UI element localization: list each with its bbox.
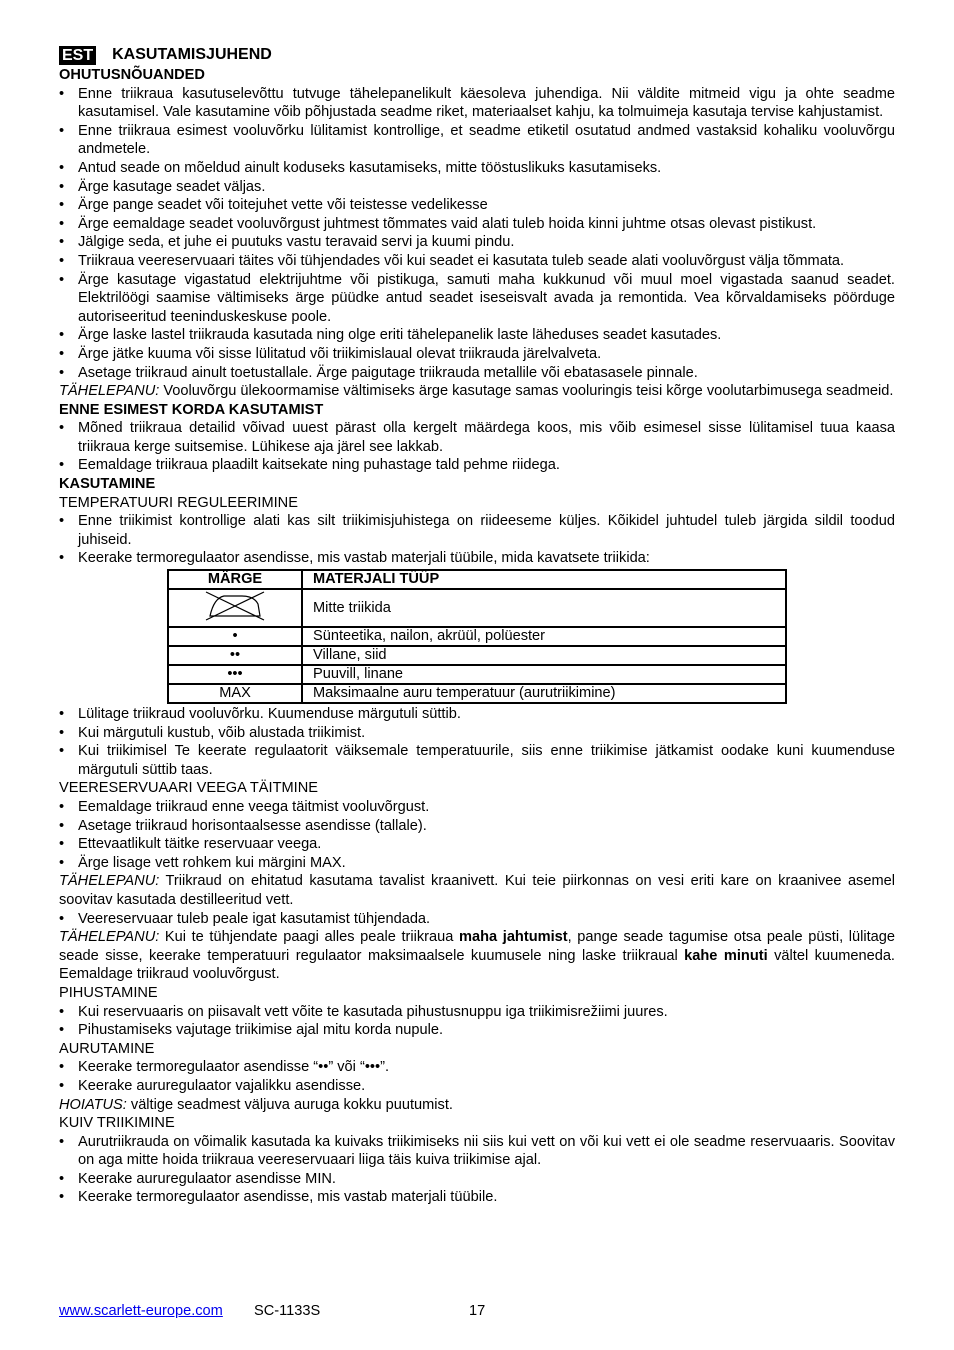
column-header-material: MATERJALI TÜÜP [302,570,786,589]
list-item: • Ärge kasutage seadet väljas. [59,178,895,197]
page-footer [59,1303,895,1319]
list-item: • Keerake termoregulaator asendisse “••” või “•••”. [59,1058,895,1077]
list-item: • Eemaldage triikraud enne veega täitmist vooluvõrgust. [59,798,895,817]
table-cell-material: Mitte triikida [302,589,786,627]
list-item: • Jälgige seda, et juhe ei puutuks vastu teravaid servi ja kuumi pindu. [59,233,895,252]
table-row [168,627,786,646]
table-row [168,665,786,684]
list-item: • Ärge lisage vett rohkem kui märgini MAX. [59,854,895,873]
spray-heading: PIHUSTAMINE [59,984,158,1001]
list-item: • Eemaldage triikraua plaadilt kaitsekate ning puhastage tald pehme riidega. [59,456,895,475]
note-label: TÄHELEPANU: [59,873,160,890]
list-item: • Aurutriikrauda on võimalik kasutada ka kuivaks triikimiseks nii siis kui vett on või kui vett ei ole seadme reservuaaris. Soovitav on aga mitte hoida triikraua veereservuaari liiga täis kuiva triikimise ajal. [59,1133,895,1170]
list-item: • Mõned triikraua detailid võivad uuest pärast olla kergelt määrdega koos, mis võib esimesel sisse lülitamisel tuua kaasa triikraua kerge suitsemise. Lühikese aja järel see lakkab. [59,419,895,456]
table-cell-material: Sünteetika, nailon, akrüül, polüester [302,627,786,646]
table-cell-mark: MAX [168,684,302,703]
list-item: • Asetage triikraud horisontaalsesse asendisse (tallale). [59,817,895,836]
table-row [168,589,786,627]
note-text: Triikraud on ehitatud kasutama tavalist kraanivett. Kui teie piirkonnas on vesi eriti kare on kraanivee asemel soovitav kasutada destilleeritud vett. [59,873,895,908]
table-row [168,684,786,703]
list-item: • Ärge pange seadet või toitejuhet vette või teistesse vedelikesse [59,196,895,215]
list-item: • Keerake aururegulaator asendisse MIN. [59,1170,895,1189]
do-not-iron-icon [204,590,266,621]
steam-warning [59,1096,895,1115]
table-cell-material: Villane, siid [302,646,786,665]
temperature-list [59,512,895,568]
fill-list-2 [59,910,895,929]
list-item: • Kui reservuaaris on piisavalt vett võite te kasutada pihustusnuppu iga triikimisrežiimi juures. [59,1003,895,1022]
note-text: Kui te tühjendate paagi alles peale triikraua [159,929,460,946]
note-emphasis: maha jahtumist [459,929,568,946]
warning-label: HOIATUS: [59,1096,127,1113]
first-use-heading: ENNE ESIMEST KORDA KASUTAMIST [59,401,324,418]
safety-list [59,85,895,383]
list-item: • Enne triikraua kasutuselevõttu tutvuge tähelepanelikult käesoleva juhendiga. Nii väldite mitmeid vigu ja ohte seadme kasutamisel. Vale kasutamine võib põhjustada seadme riket, materiaalset kahju, ka tolmuimeja kasutaja tervise kahjustamist. [59,85,895,122]
table-cell-mark: •• [168,646,302,665]
dry-list [59,1133,895,1207]
table-row [168,646,786,665]
note-emphasis: kahe minuti [684,947,768,964]
steam-list [59,1058,895,1095]
list-item: • Kui märgutuli kustub, võib alustada triikimist. [59,724,895,743]
note-label: TÄHELEPANU: [59,383,160,400]
safety-heading: OHUTUSNÕUANDED [59,67,205,83]
list-item: • Kui triikimisel Te keerate regulaatorit väiksemale temperatuurile, siis enne triikimise jätkamist oodake kuni kuumenduse märgutuli süttib taas. [59,742,895,779]
list-item: • Ärge jätke kuuma või sisse lülitatud või triikimislaual olevat triikrauda järelvalveta. [59,345,895,364]
fill-note-1 [59,872,895,909]
list-item: • Triikraua veereservuaari täites või tühjendades või kui seadet ei kasutata tuleb seade alati vooluvõrgust välja tõmmata. [59,252,895,271]
document-title: KASUTAMISJUHEND [112,45,272,63]
manual-page [59,45,895,1207]
language-badge: EST [59,46,96,65]
table-cell-mark [168,589,302,627]
list-item: • Keerake termoregulaator asendisse, mis vastab materjali tüübile. [59,1188,895,1207]
website-link[interactable]: www.scarlett-europe.com [59,1303,223,1319]
list-item: • Enne triikimist kontrollige alati kas silt triikimisjuhistega on riideeseme küljes. Kõikidel juhtudel tuleb järgida sildil toodud juhiseid. [59,512,895,549]
note-label: TÄHELEPANU: [59,929,160,946]
list-item: • Antud seade on mõeldud ainult koduseks kasutamiseks, mitte tööstuslikuks kasutamiseks. [59,159,895,178]
usage-heading: KASUTAMINE [59,476,156,493]
table-cell-mark: • [168,627,302,646]
spray-list [59,1003,895,1040]
list-item: • Ärge kasutage vigastatud elektrijuhtme või pistikuga, samuti maha kukkunud või muul moel vigastada saanud seadet. Elektrilöögi saamise vältimiseks ärge püüdke antud seadet iseseisvalt avada ja remontida. Vea kõrvaldamiseks pöörduge autoriseeritud teeninduskeskuse poole. [59,271,895,327]
fill-note-2 [59,928,895,984]
dry-heading: KUIV TRIIKIMINE [59,1115,175,1132]
note-text: Vooluvõrgu ülekoormamise vältimiseks ärge kasutage samas vooluringis teisi kõrge voolutarbimusega seadmeid. [159,383,894,400]
safety-note [59,382,895,401]
title-row [59,45,895,65]
table-cell-material: Maksimaalne auru temperatuur (aurutriikimine) [302,684,786,703]
table-header-row [168,570,786,589]
note-text: vältel kuumeneda. Eemaldage triikraud vooluvõrgust. [59,947,895,983]
page-number: 17 [469,1303,486,1319]
list-item: • Keerake termoregulaator asendisse, mis vastab materjali tüübile, mida kavatsete triikida: [59,549,895,568]
steam-heading: AURUTAMINE [59,1040,155,1057]
list-item: • Enne triikraua esimest vooluvõrku lülitamist kontrollige, et seadme etiketil osutatud andmed vastaksid kohaliku vooluvõrgu andmetele. [59,122,895,159]
list-item: • Ärge laske lastel triikrauda kasutada ning olge eriti tähelepanelik laste läheduses seadet kasutades. [59,326,895,345]
table-cell-material: Puuvill, linane [302,665,786,684]
list-item: • Ärge eemaldage seadet vooluvõrgust juhtmest tõmmates vaid alati tuleb hoida kinni juhtme otsas olevast pistikust. [59,215,895,234]
list-item: • Asetage triikraud ainult toetustallale. Ärge paigutage triikrauda metallile või ebatasasele pinnale. [59,364,895,383]
column-header-mark: MÄRGE [168,570,302,589]
first-use-list [59,419,895,475]
fill-list [59,798,895,872]
temperature-after-list [59,705,895,779]
materials-table [167,569,787,704]
list-item: • Keerake aururegulaator vajalikku asendisse. [59,1077,895,1096]
model-number: SC-1133S [254,1303,321,1319]
temperature-heading: TEMPERATUURI REGULEERIMINE [59,494,298,511]
note-text: , pange seade tagumise otsa peale püsti, lülitage seade sisse, keerake temperatuuri regulaator maksimaalsele kuumusele ning laske triikraual [59,929,895,964]
list-item: • Ettevaatlikult täitke reservuaar veega. [59,835,895,854]
list-item: • Pihustamiseks vajutage triikimise ajal mitu korda nupule. [59,1021,895,1040]
fill-heading: VEERESERVUAARI VEEGA TÄITMINE [59,780,318,797]
warning-text: vältige seadmest väljuva auruga kokku puutumist. [126,1096,453,1113]
list-item: • Lülitage triikraud vooluvõrku. Kuumenduse märgutuli süttib. [59,705,895,724]
list-item: • Veereservuaar tuleb peale igat kasutamist tühjendada. [59,910,895,929]
table-cell-mark: ••• [168,665,302,684]
